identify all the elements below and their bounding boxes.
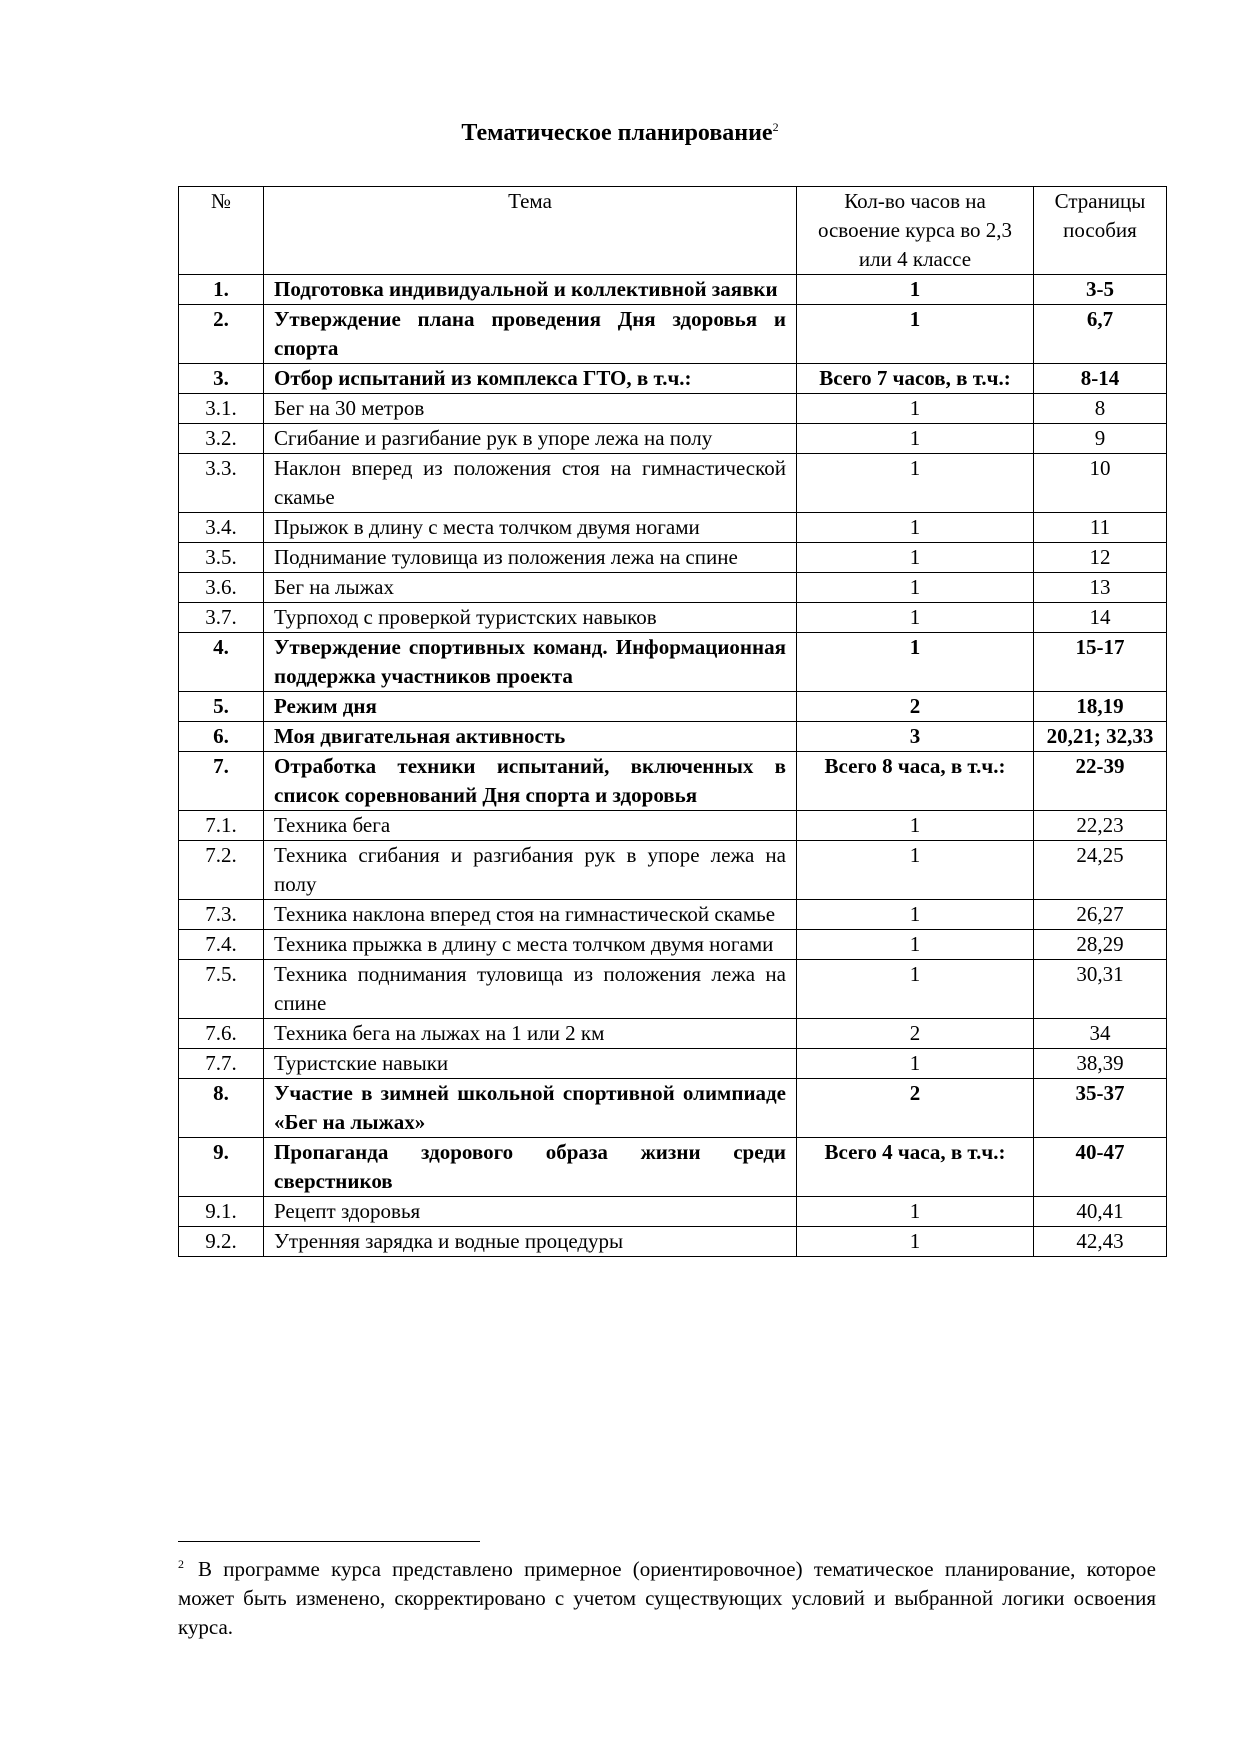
- table-row: [179, 1197, 1167, 1227]
- row-topic: Отработка техники испытаний, включенных в список соревнований Дня спорта и здоровья: [264, 752, 797, 811]
- row-num: 3.1.: [179, 394, 264, 424]
- row-pages: 24,25: [1034, 841, 1167, 900]
- row-hours: 2: [797, 1019, 1034, 1049]
- row-hours: Всего 8 часа, в т.ч.:: [797, 752, 1034, 811]
- row-hours: 1: [797, 543, 1034, 573]
- row-hours: 1: [797, 1197, 1034, 1227]
- header-num: №: [179, 187, 264, 275]
- table-row: [179, 960, 1167, 1019]
- row-hours: 3: [797, 722, 1034, 752]
- page-title: [0, 120, 1240, 147]
- row-hours: 1: [797, 811, 1034, 841]
- row-pages: 34: [1034, 1019, 1167, 1049]
- table-row: [179, 1049, 1167, 1079]
- row-num: 7.2.: [179, 841, 264, 900]
- row-num: 9.2.: [179, 1227, 264, 1257]
- row-hours: Всего 7 часов, в т.ч.:: [797, 364, 1034, 394]
- row-pages: 22,23: [1034, 811, 1167, 841]
- table-row: [179, 513, 1167, 543]
- footnote-reference[interactable]: 2: [772, 120, 779, 134]
- table-row: [179, 722, 1167, 752]
- row-topic: Туристские навыки: [264, 1049, 797, 1079]
- row-num: 7.3.: [179, 900, 264, 930]
- row-pages: 14: [1034, 603, 1167, 633]
- table-row: [179, 364, 1167, 394]
- row-pages: 38,39: [1034, 1049, 1167, 1079]
- footnote-separator: [178, 1541, 480, 1542]
- header-pages: Страницы пособия: [1034, 187, 1167, 275]
- row-num: 7.6.: [179, 1019, 264, 1049]
- table-header-row: [179, 187, 1167, 275]
- row-pages: 40-47: [1034, 1138, 1167, 1197]
- row-pages: 8: [1034, 394, 1167, 424]
- row-hours: 1: [797, 394, 1034, 424]
- table-row: [179, 454, 1167, 513]
- row-num: 2.: [179, 305, 264, 364]
- row-num: 9.: [179, 1138, 264, 1197]
- row-pages: 35-37: [1034, 1079, 1167, 1138]
- row-topic: Моя двигательная активность: [264, 722, 797, 752]
- row-topic: Подготовка индивидуальной и коллективной заявки: [264, 275, 797, 305]
- row-topic: Пропаганда здорового образа жизни среди сверстников: [264, 1138, 797, 1197]
- row-pages: 18,19: [1034, 692, 1167, 722]
- row-hours: 1: [797, 454, 1034, 513]
- row-pages: 20,21; 32,33: [1034, 722, 1167, 752]
- row-hours: 1: [797, 1049, 1034, 1079]
- footnote-mark: 2: [178, 1557, 184, 1571]
- row-pages: 28,29: [1034, 930, 1167, 960]
- table-row: [179, 275, 1167, 305]
- table-row: [179, 841, 1167, 900]
- row-hours: 1: [797, 573, 1034, 603]
- row-num: 7.5.: [179, 960, 264, 1019]
- row-num: 4.: [179, 633, 264, 692]
- row-topic: Прыжок в длину с места толчком двумя ногами: [264, 513, 797, 543]
- row-num: 3.5.: [179, 543, 264, 573]
- row-hours: 1: [797, 603, 1034, 633]
- row-num: 3.7.: [179, 603, 264, 633]
- table-row: [179, 811, 1167, 841]
- row-topic: Поднимание туловища из положения лежа на спине: [264, 543, 797, 573]
- row-topic: Отбор испытаний из комплекса ГТО, в т.ч.:: [264, 364, 797, 394]
- header-topic: Тема: [264, 187, 797, 275]
- row-topic: Техника поднимания туловища из положения лежа на спине: [264, 960, 797, 1019]
- row-hours: 1: [797, 930, 1034, 960]
- row-pages: 10: [1034, 454, 1167, 513]
- row-hours: 1: [797, 513, 1034, 543]
- thematic-plan-table: [178, 186, 1167, 1257]
- row-num: 6.: [179, 722, 264, 752]
- row-hours: 1: [797, 424, 1034, 454]
- row-hours: Всего 4 часа, в т.ч.:: [797, 1138, 1034, 1197]
- row-hours: 2: [797, 1079, 1034, 1138]
- row-pages: 30,31: [1034, 960, 1167, 1019]
- row-num: 3.3.: [179, 454, 264, 513]
- row-topic: Техника бега на лыжах на 1 или 2 км: [264, 1019, 797, 1049]
- row-hours: 1: [797, 900, 1034, 930]
- table-row: [179, 543, 1167, 573]
- table-row: [179, 1079, 1167, 1138]
- row-num: 3.4.: [179, 513, 264, 543]
- row-pages: 3-5: [1034, 275, 1167, 305]
- row-num: 7.: [179, 752, 264, 811]
- row-pages: 22-39: [1034, 752, 1167, 811]
- row-pages: 13: [1034, 573, 1167, 603]
- row-num: 8.: [179, 1079, 264, 1138]
- table-row: [179, 394, 1167, 424]
- row-topic: Сгибание и разгибание рук в упоре лежа на полу: [264, 424, 797, 454]
- row-hours: 1: [797, 960, 1034, 1019]
- row-num: 7.4.: [179, 930, 264, 960]
- row-topic: Бег на 30 метров: [264, 394, 797, 424]
- row-num: 3.2.: [179, 424, 264, 454]
- row-hours: 1: [797, 633, 1034, 692]
- row-topic: Наклон вперед из положения стоя на гимнастической скамье: [264, 454, 797, 513]
- header-hours: Кол-во часов на освоение курса во 2,3 или 4 классе: [797, 187, 1034, 275]
- row-topic: Техника прыжка в длину с места толчком двумя ногами: [264, 930, 797, 960]
- row-topic: Техника наклона вперед стоя на гимнастической скамье: [264, 900, 797, 930]
- row-topic: Утренняя зарядка и водные процедуры: [264, 1227, 797, 1257]
- row-num: 1.: [179, 275, 264, 305]
- row-pages: 11: [1034, 513, 1167, 543]
- row-hours: 1: [797, 305, 1034, 364]
- row-num: 5.: [179, 692, 264, 722]
- table-row: [179, 900, 1167, 930]
- row-pages: 26,27: [1034, 900, 1167, 930]
- row-num: 3.6.: [179, 573, 264, 603]
- table-row: [179, 305, 1167, 364]
- row-num: 3.: [179, 364, 264, 394]
- table-row: [179, 573, 1167, 603]
- table-row: [179, 603, 1167, 633]
- row-pages: 40,41: [1034, 1197, 1167, 1227]
- row-hours: 1: [797, 1227, 1034, 1257]
- row-topic: Утверждение плана проведения Дня здоровья и спорта: [264, 305, 797, 364]
- table-row: [179, 633, 1167, 692]
- row-hours: 2: [797, 692, 1034, 722]
- footnote-text: В программе курса представлено примерное (ориентировочное) тематическое планирование, которое может быть изменено, скорректировано с учетом существующих условий и выбранной логики освоения курса.: [178, 1557, 1156, 1639]
- row-topic: Участие в зимней школьной спортивной олимпиаде «Бег на лыжах»: [264, 1079, 797, 1138]
- footnote: [178, 1550, 1156, 1642]
- table-row: [179, 1138, 1167, 1197]
- row-num: 7.7.: [179, 1049, 264, 1079]
- row-topic: Режим дня: [264, 692, 797, 722]
- row-hours: 1: [797, 841, 1034, 900]
- table-row: [179, 1019, 1167, 1049]
- row-pages: 9: [1034, 424, 1167, 454]
- row-num: 9.1.: [179, 1197, 264, 1227]
- row-pages: 6,7: [1034, 305, 1167, 364]
- table-row: [179, 752, 1167, 811]
- table-row: [179, 692, 1167, 722]
- table-row: [179, 930, 1167, 960]
- row-pages: 15-17: [1034, 633, 1167, 692]
- row-pages: 42,43: [1034, 1227, 1167, 1257]
- row-hours: 1: [797, 275, 1034, 305]
- row-topic: Рецепт здоровья: [264, 1197, 797, 1227]
- row-topic: Техника бега: [264, 811, 797, 841]
- row-pages: 12: [1034, 543, 1167, 573]
- row-num: 7.1.: [179, 811, 264, 841]
- page-title-text: Тематическое планирование: [461, 120, 773, 146]
- row-topic: Турпоход с проверкой туристских навыков: [264, 603, 797, 633]
- row-pages: 8-14: [1034, 364, 1167, 394]
- row-topic: Бег на лыжах: [264, 573, 797, 603]
- row-topic: Техника сгибания и разгибания рук в упоре лежа на полу: [264, 841, 797, 900]
- row-topic: Утверждение спортивных команд. Информационная поддержка участников проекта: [264, 633, 797, 692]
- table-row: [179, 1227, 1167, 1257]
- table-row: [179, 424, 1167, 454]
